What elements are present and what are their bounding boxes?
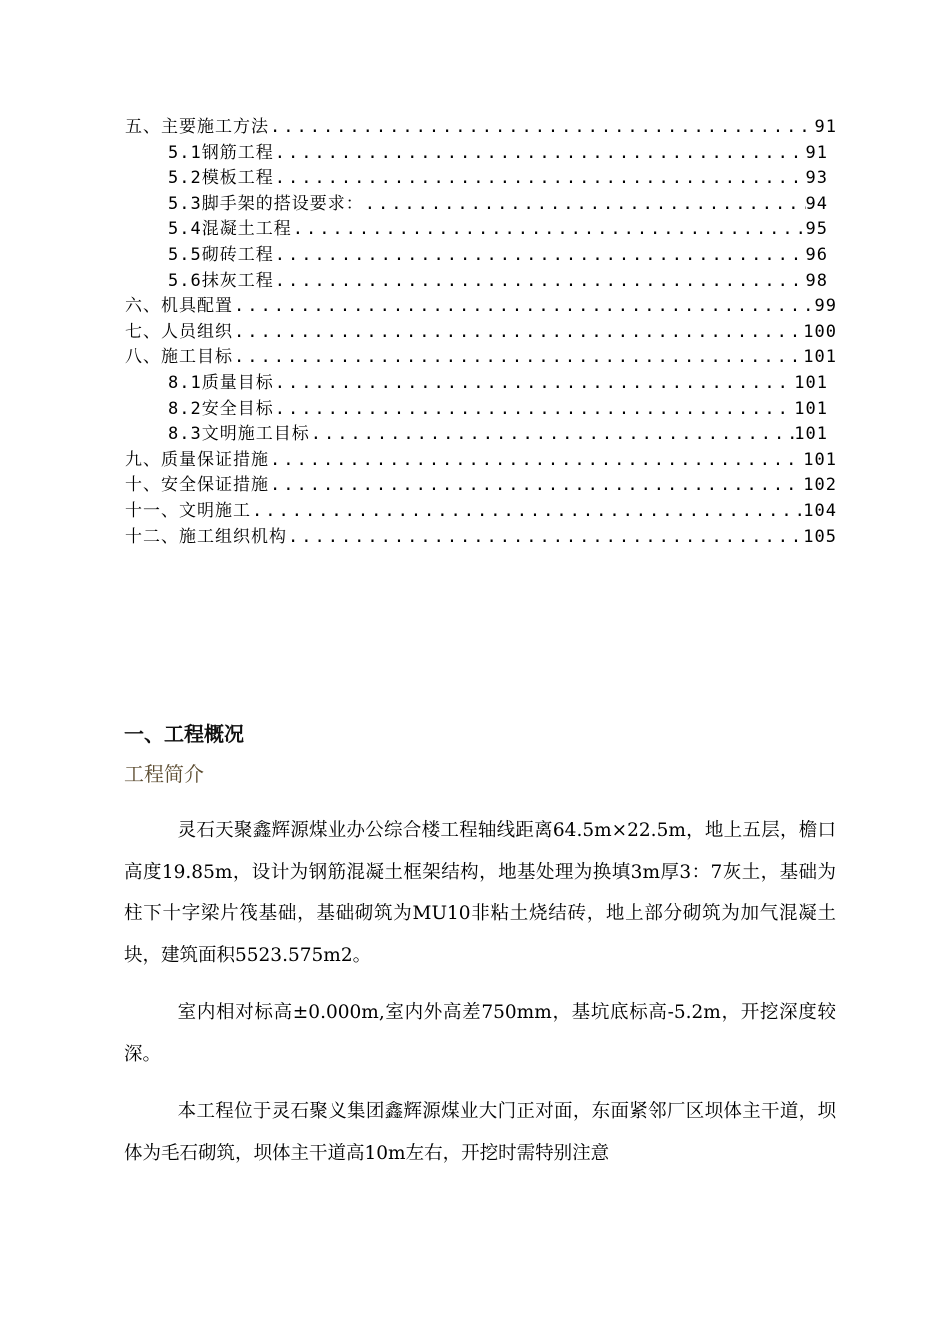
toc-leader-dots [269,448,803,474]
toc-entry-page-number: 105 [803,526,837,547]
toc-entry-label: 5.2模板工程 [168,168,274,189]
toc-entry-label: 8.1质量目标 [168,372,274,393]
toc-entry-label: 九、质量保证措施 [125,449,269,470]
toc-leader-dots [274,269,806,295]
toc-entry[interactable] [168,166,828,192]
paragraph: 室内相对标高±0.000m,室内外高差750mm，基坑底标高-5.2m，开挖深度较深。 [124,1002,836,1065]
paragraph: 灵石天聚鑫辉源煤业办公综合楼工程轴线距离64.5m×22.5m，地上五层，檐口高度19.85m，设计为钢筋混凝土框架结构，地基处理为换填3m厚3：7灰土，基础为柱下十字梁片筏基础，基础砌筑为MU10非粘土烧结砖，地上部分砌筑为加气混凝土块，建筑面积5523.575m2。 [124,820,836,966]
toc-entry-page-number: 91 [805,142,828,163]
toc-entry-label: 5.1钢筋工程 [168,142,274,163]
toc-entry[interactable] [168,422,828,448]
toc-entry-label: 5.3脚手架的搭设要求： [168,193,364,214]
toc-leader-dots [274,141,806,167]
toc-entry-label: 5.5砌砖工程 [168,244,274,265]
toc-entry-page-number: 93 [805,168,828,189]
toc-leader-dots [274,243,806,269]
toc-leader-dots [233,294,815,320]
toc-leader-dots [310,422,795,448]
toc-entry-label: 8.2安全目标 [168,398,274,419]
toc-entry[interactable] [168,141,828,167]
toc-entry-page-number: 102 [803,475,837,496]
toc-entry[interactable] [168,217,828,243]
toc-entry[interactable] [168,192,828,218]
toc-leader-dots [274,166,806,192]
toc-leader-dots [233,345,803,371]
toc-entry-page-number: 100 [803,321,837,342]
section-heading: 一、工程概况 [124,722,244,746]
toc-entry-page-number: 94 [805,193,828,214]
toc-entry[interactable] [168,371,828,397]
toc-leader-dots [233,320,803,346]
toc-entry-label: 十二、施工组织机构 [125,526,287,547]
toc-entry-label: 5.6抹灰工程 [168,270,274,291]
toc-entry-label: 5.4混凝土工程 [168,219,292,240]
toc-entry-label: 8.3文明施工目标 [168,424,310,445]
toc-entry-page-number: 101 [803,347,837,368]
toc-leader-dots [287,525,803,551]
toc-entry-label: 七、人员组织 [125,321,233,342]
toc-leader-dots [292,217,806,243]
toc-entry-page-number: 99 [814,296,837,317]
toc-entry[interactable] [125,448,837,474]
toc-entry-page-number: 101 [803,449,837,470]
toc-entry-page-number: 95 [805,219,828,240]
toc-entry-label: 六、机具配置 [125,296,233,317]
table-of-contents [0,115,950,550]
toc-leader-dots [269,473,803,499]
toc-entry-page-number: 91 [814,117,837,137]
toc-entry-label: 五、主要施工方法 [125,117,269,137]
toc-entry-page-number: 101 [794,398,828,419]
paragraph: 本工程位于灵石聚义集团鑫辉源煤业大门正对面，东面紧邻厂区坝体主干道，坝体为毛石砌筑，坝体主干道高10m左右，开挖时需特别注意 [124,1101,836,1164]
section-subheading: 工程简介 [124,762,204,786]
toc-entry[interactable] [168,269,828,295]
toc-leader-dots [364,192,806,218]
toc-entry[interactable] [125,499,837,525]
toc-leader-dots [251,499,803,525]
toc-entry-page-number: 98 [805,270,828,291]
toc-entry-page-number: 101 [794,424,828,445]
toc-entry[interactable] [168,243,828,269]
toc-entry-label: 八、施工目标 [125,347,233,368]
toc-entry[interactable] [168,397,828,423]
toc-entry[interactable] [125,473,837,499]
toc-entry[interactable] [125,294,837,320]
toc-leader-dots [269,115,815,141]
toc-leader-dots [274,371,795,397]
toc-entry-page-number: 96 [805,244,828,265]
toc-leader-dots [274,397,795,423]
toc-entry[interactable] [125,345,837,371]
toc-entry[interactable] [125,320,837,346]
toc-entry-page-number: 101 [794,372,828,393]
section-body [124,810,836,1190]
toc-entry[interactable] [125,115,837,141]
toc-entry-label: 十一、文明施工 [125,500,251,521]
toc-entry-page-number: 104 [803,500,837,521]
toc-entry-label: 十、安全保证措施 [125,475,269,496]
toc-entry[interactable] [125,525,837,551]
